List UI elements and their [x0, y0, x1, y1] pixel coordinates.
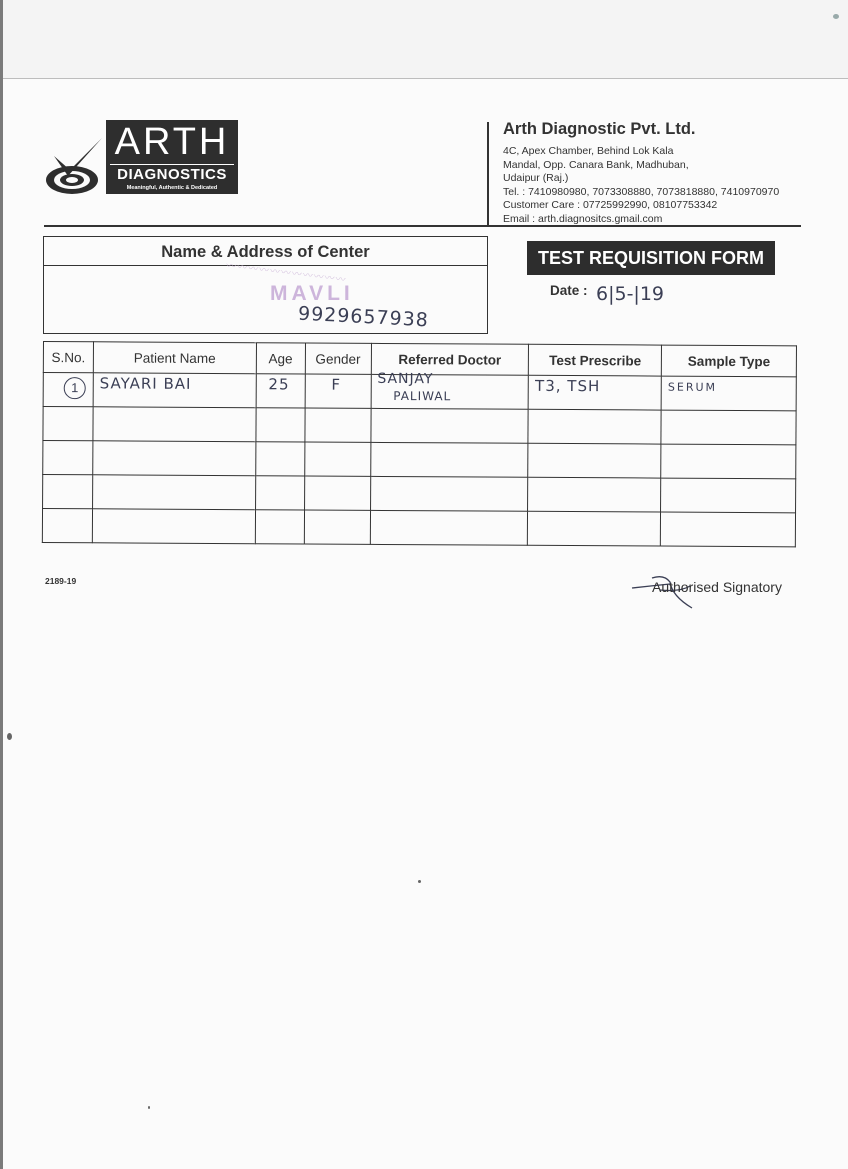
cell-age	[256, 374, 305, 408]
logo-box	[106, 120, 238, 194]
scan-speck	[148, 1106, 150, 1109]
cell-sample-type	[660, 512, 795, 547]
handwritten-phone: 9929657938	[297, 302, 430, 332]
stamp-arc: 〰〰〰〰〰〰〰〰〰〰〰	[225, 260, 347, 287]
header-divider	[487, 122, 489, 226]
date-value: 6|5-|19	[596, 283, 665, 305]
logo-sub: DIAGNOSTICS	[110, 164, 234, 184]
cell-sno	[43, 373, 93, 407]
sample-value: SERUM	[667, 380, 718, 394]
center-heading: Name & Address of Center	[44, 237, 487, 266]
cell-sample-type	[661, 444, 796, 479]
address-line: 4C, Apex Chamber, Behind Lok Kala	[503, 145, 674, 157]
cell-test-prescribe	[528, 511, 661, 546]
gender-value: F	[331, 375, 342, 394]
table-row	[43, 475, 796, 513]
cell-sno	[43, 407, 93, 441]
scan-top-band	[0, 0, 848, 79]
logo-tagline: Meaningful, Authentic & Dedicated	[126, 185, 218, 191]
scan-speck	[418, 880, 421, 883]
address-line: Udaipur (Raj.)	[503, 172, 569, 185]
company-name: Arth Diagnostic Pvt. Ltd.	[503, 120, 696, 138]
col-gender: Gender	[305, 343, 371, 374]
cell-referred-doctor	[371, 370, 529, 409]
logo-brand: ARTH	[114, 121, 230, 163]
doctor-line2: PALIWAL	[393, 389, 452, 404]
cell-test-prescribe	[528, 443, 661, 478]
date-label: Date :	[550, 283, 588, 298]
col-referred-doctor: Referred Doctor	[371, 343, 529, 375]
target-check-icon	[44, 136, 106, 198]
cell-referred-doctor	[370, 510, 528, 545]
col-sno: S.No.	[43, 342, 93, 373]
cell-patient-name	[93, 441, 256, 476]
form-title: TEST REQUISITION FORM	[527, 241, 775, 275]
sno-value: 1	[64, 377, 86, 399]
cell-age	[255, 442, 304, 476]
col-age: Age	[256, 343, 305, 374]
cell-test-prescribe	[528, 375, 661, 410]
table-row	[42, 509, 795, 547]
header-rule	[44, 225, 801, 227]
table-row	[43, 441, 796, 479]
cell-gender	[304, 476, 370, 510]
cell-sno	[43, 475, 93, 509]
col-test-prescribe: Test Prescribe	[529, 344, 662, 376]
cell-test-prescribe	[528, 409, 661, 444]
authorised-signatory: Authorised Signatory	[652, 579, 782, 595]
form-code: 2189-19	[45, 576, 77, 586]
center-stamp: MAVLI	[270, 282, 354, 305]
scan-speck	[7, 733, 12, 740]
test-value: T3, TSH	[535, 376, 601, 396]
cell-patient-name	[93, 373, 256, 408]
cell-test-prescribe	[528, 477, 661, 512]
scan-speck	[833, 14, 839, 19]
cell-patient-name	[92, 475, 255, 510]
cell-patient-name	[92, 509, 255, 544]
cell-gender	[305, 374, 371, 408]
cell-sample-type	[661, 376, 796, 411]
cell-gender	[304, 510, 370, 544]
doctor-line1: SANJAY	[377, 370, 434, 388]
cell-age	[255, 510, 304, 544]
cell-referred-doctor	[370, 408, 528, 443]
cell-age	[256, 408, 305, 442]
customer-care: Customer Care : 07725992990, 08107753342	[503, 199, 718, 212]
cell-sno	[43, 441, 93, 475]
telephone: Tel. : 7410980980, 7073308880, 7073818880, 7410970970	[503, 185, 780, 198]
address-line: Mandal, Opp. Canara Bank, Madhuban,	[503, 158, 689, 171]
cell-gender	[305, 408, 371, 442]
email: Email : arth.diagnositcs.gmail.com	[503, 212, 663, 225]
arth-logo	[44, 118, 240, 198]
patient-name-value: SAYARI BAI	[99, 374, 192, 393]
requisition-table	[42, 341, 797, 547]
age-value: 25	[268, 375, 290, 394]
cell-sample-type	[661, 410, 796, 445]
col-patient-name: Patient Name	[93, 342, 256, 374]
cell-referred-doctor	[370, 476, 528, 511]
cell-gender	[304, 442, 370, 476]
table-row	[43, 407, 796, 445]
company-info	[503, 120, 823, 227]
cell-sno	[42, 509, 92, 543]
scan-left-edge	[0, 0, 3, 1169]
cell-patient-name	[93, 407, 256, 442]
cell-referred-doctor	[370, 442, 528, 477]
col-sample-type: Sample Type	[661, 345, 796, 377]
cell-sample-type	[661, 478, 796, 513]
cell-age	[255, 476, 304, 510]
table-row	[43, 373, 796, 411]
